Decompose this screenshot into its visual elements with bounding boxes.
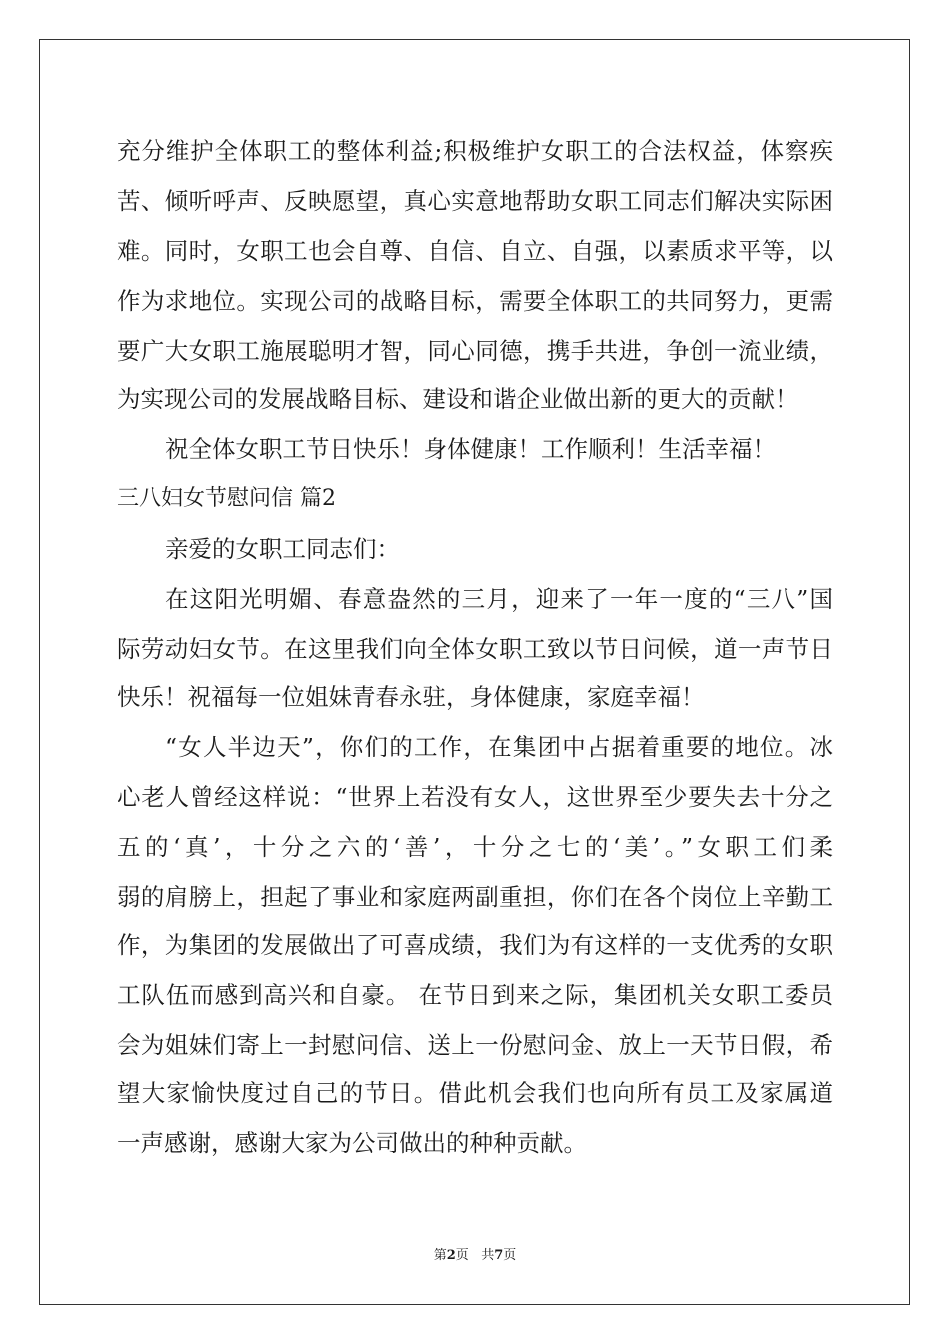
paragraph-line: 要广大女职工施展聪明才智，同心同德，携手共进，争创一流业绩， bbox=[117, 337, 833, 365]
page-footer bbox=[0, 1246, 950, 1266]
paragraph-line: 难。同时，女职工也会自尊、自信、自立、自强，以素质求平等，以 bbox=[117, 237, 833, 265]
paragraph-line: 作为求地位。实现公司的战略目标，需要全体职工的共同努力，更需 bbox=[117, 287, 833, 315]
paragraph-line: 在这阳光明媚、春意盎然的三月，迎来了一年一度的“三八”国 bbox=[165, 585, 833, 613]
paragraph-line: 望大家愉快度过自己的节日。借此机会我们也向所有员工及家属道 bbox=[117, 1079, 833, 1107]
paragraph-line: 为实现公司的发展战略目标、建设和谐企业做出新的更大的贡献！ bbox=[117, 385, 799, 413]
page-border bbox=[39, 39, 910, 1305]
section-title: 三八妇女节慰问信 篇2 bbox=[117, 486, 336, 511]
paragraph-line: 心老人曾经这样说：“世界上若没有女人，这世界至少要失去十分之 bbox=[117, 783, 833, 811]
paragraph-line: 苦、倾听呼声、反映愿望，真心实意地帮助女职工同志们解决实际困 bbox=[117, 187, 833, 215]
paragraph-line: 快乐！祝福每一位姐妹青春永驻，身体健康，家庭幸福！ bbox=[117, 683, 705, 711]
greeting: 亲爱的女职工同志们： bbox=[165, 535, 400, 563]
paragraph-line: 充分维护全体职工的整体利益;积极维护女职工的合法权益，体察疾 bbox=[117, 137, 833, 165]
page-number: 2 bbox=[446, 1248, 456, 1263]
paragraph-line: 会为姐妹们寄上一封慰问信、送上一份慰问金、放上一天节日假，希 bbox=[117, 1031, 833, 1059]
paragraph-line: 五的‘真’，十分之六的‘善’，十分之七的‘美’。”女职工们柔 bbox=[117, 833, 833, 861]
wish-line: 祝全体女职工节日快乐！身体健康！工作顺利！生活幸福！ bbox=[165, 435, 776, 463]
page-prefix: 第 bbox=[433, 1248, 447, 1263]
paragraph-line: 工队伍而感到高兴和自豪。 在节日到来之际，集团机关女职工委员 bbox=[117, 981, 833, 1009]
paragraph-line: 一声感谢，感谢大家为公司做出的种种贡献。 bbox=[117, 1129, 587, 1157]
total-prefix: 共 bbox=[481, 1248, 495, 1263]
paragraph-line: “女人半边天”，你们的工作，在集团中占据着重要的地位。冰 bbox=[165, 733, 833, 761]
page-suffix: 页 bbox=[455, 1248, 469, 1263]
paragraph-line: 际劳动妇女节。在这里我们向全体女职工致以节日问候，道一声节日 bbox=[117, 635, 833, 663]
total-pages: 7 bbox=[494, 1248, 504, 1263]
paragraph-line: 弱的肩膀上，担起了事业和家庭两副重担，你们在各个岗位上辛勤工 bbox=[117, 883, 833, 911]
total-suffix: 页 bbox=[503, 1248, 517, 1263]
paragraph-line: 作，为集团的发展做出了可喜成绩，我们为有这样的一支优秀的女职 bbox=[117, 931, 833, 959]
